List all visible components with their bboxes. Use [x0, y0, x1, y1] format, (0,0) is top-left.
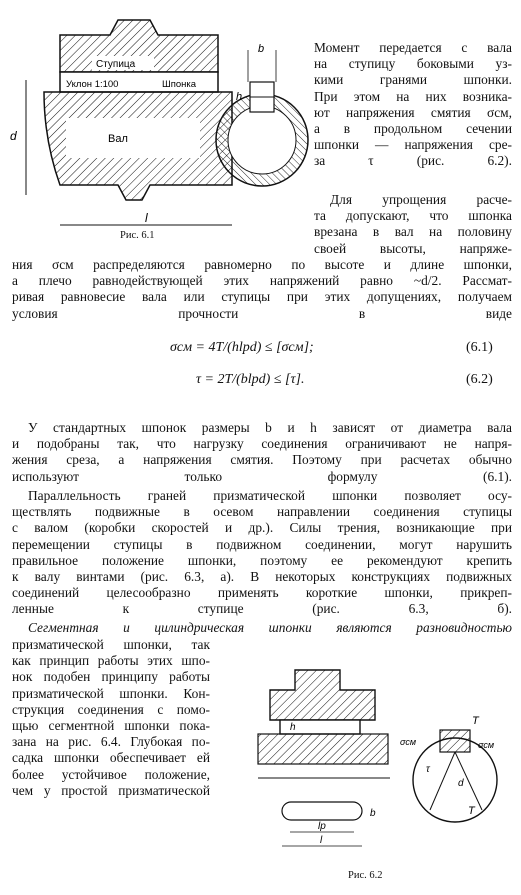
fig62-dim-b: b	[370, 808, 376, 819]
fig62-dim-T-top: T	[472, 715, 479, 727]
text-line: нок подобен принципу работы	[12, 669, 210, 685]
text-line: У стандартных шпонок размеры b и h зависят от диаметра вала	[28, 420, 512, 435]
text-line: ют напряжения смятия σсм,	[314, 104, 512, 120]
paragraph-2-side	[314, 192, 512, 257]
fig62-sigma-right: σсм	[478, 740, 495, 750]
paragraph-4	[12, 488, 512, 618]
fig61-dim-l: l	[145, 211, 148, 225]
text-line: врезана в вал на половину	[314, 224, 512, 240]
paragraph-5-first	[12, 620, 512, 636]
fig62-dim-lp: lp	[318, 821, 326, 832]
text-line: перемещении ступицы в подвижном соединении, могут нарушить	[12, 536, 512, 552]
equation-6-2-number: (6.2)	[466, 372, 493, 387]
equation-6-2: τ = 2T/(blpd) ≤ [τ].	[196, 372, 305, 387]
paragraph-3	[12, 420, 512, 485]
paragraph-1	[314, 40, 512, 170]
fig62-tau: τ	[426, 764, 430, 775]
fig61-label-key: Шпонка	[162, 79, 197, 90]
fig61-dim-d: d	[10, 129, 17, 143]
fig61-label-hub: Ступица	[96, 59, 136, 70]
paragraph-5-side	[12, 637, 210, 799]
text-line: Момент передается с вала	[314, 40, 512, 55]
text-line: Сегментная и цилиндрическая шпонки являются разновидностью	[28, 620, 512, 635]
text-line: а плечо равнодействующей этих напряжений равно ~d/2. Рассмат-	[12, 273, 512, 289]
text-line: кими гранями шпонки.	[314, 72, 512, 88]
key-plan	[282, 802, 362, 820]
text-line: правильное положение шпонки, поэтому ее рекомендуют крепить	[12, 552, 512, 568]
figure-6-1-caption: Рис. 6.1	[120, 230, 155, 241]
text-line: Параллельность граней призматической шпонки позволяет осу-	[28, 488, 512, 503]
fig62-sigma-left: σсм	[400, 737, 417, 747]
text-line: Для упрощения расче-	[330, 192, 512, 207]
text-line: к валу винтами (рис. 6.3, а). В некоторых конструкциях подвижных	[12, 569, 512, 585]
figure-6-2-caption: Рис. 6.2	[348, 870, 383, 881]
text-line: с валом (коробки скоростей и др.). Силы трения, возникающие при	[12, 520, 512, 536]
text-line: ния σсм распределяются равномерно по высоте и длине шпонки,	[12, 257, 512, 272]
figure-6-2	[250, 660, 515, 885]
text-line: условия прочности в виде	[12, 305, 512, 321]
figure-6-1	[0, 0, 310, 245]
text-line: своей высоты, напряже-	[314, 240, 512, 256]
fig61-label-shaft: Вал	[108, 133, 128, 145]
text-line: за τ (рис. 6.2).	[314, 153, 512, 169]
paragraph-2-full	[12, 257, 512, 322]
text-line: та допускают, что шпонка	[314, 208, 512, 224]
fig61-dim-h: h	[236, 91, 243, 103]
fig62-dim-l: l	[320, 835, 323, 846]
equation-6-1: σсм = 4T/(hlpd) ≤ [σсм];	[170, 340, 314, 355]
fig62-dim-T-bottom: T	[468, 805, 475, 817]
fig61-dim-b: b	[258, 43, 265, 55]
text-line: и подобраны так, что нагрузку соединения ограничивают не напря-	[12, 436, 512, 452]
text-line: а в продольном сечении	[314, 121, 512, 137]
text-line: призматической шпонки. Кон-	[12, 685, 210, 701]
text-line: призматической шпонки, так	[12, 637, 210, 652]
text-line: садка шпонки обеспечивает ей	[12, 750, 210, 766]
text-line: как принцип работы этих шпо-	[12, 653, 210, 669]
hub-section	[270, 670, 375, 720]
text-line: ленные к ступице (рис. 6.3, б).	[12, 601, 512, 617]
equation-6-1-number: (6.1)	[466, 340, 493, 355]
text-line: используют только формулу (6.1).	[12, 468, 512, 484]
text-line: соединений целесообразно применять короткие шпонки, прикреп-	[12, 585, 512, 601]
text-line: шпонки — напряжения сре-	[314, 137, 512, 153]
fig61-label-slope: Уклон 1:100	[66, 79, 119, 90]
text-line: чем у простой призматической	[12, 782, 210, 798]
text-line: ривая равновесие вала или ступицы при этих допущениях, получаем	[12, 289, 512, 305]
text-line: струкция соединения с помо-	[12, 701, 210, 717]
text-line: ществлять подвижные в осевом направлении соединения ступицы	[12, 504, 512, 520]
fig62-dim-h: h	[290, 722, 296, 733]
text-line: на ступицу боковыми уз-	[314, 56, 512, 72]
text-line: жения среза, а напряжения смятия. Поэтому при расчетах обычно	[12, 452, 512, 468]
text-line: При этом на них возника-	[314, 88, 512, 104]
fig62-dim-d: d	[458, 778, 464, 789]
text-line: зана на рис. 6.4. Глубокая по-	[12, 734, 210, 750]
text-line: более устойчивое положение,	[12, 766, 210, 782]
text-line: щью сегментной шпонки пока-	[12, 718, 210, 734]
